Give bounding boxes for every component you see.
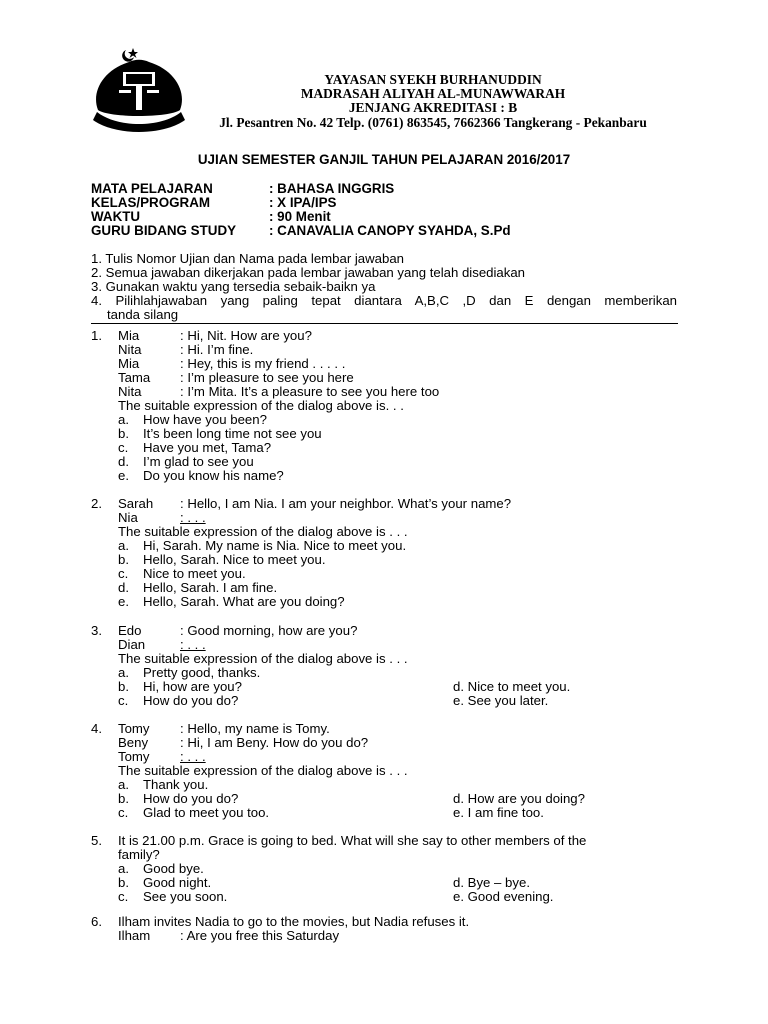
question-prompt: The suitable expression of the dialog above is . . .	[118, 763, 408, 778]
school-name: MADRASAH ALIYAH AL-MUNAWWARAH	[300, 86, 566, 101]
info-label: WAKTU	[91, 209, 141, 224]
school-logo	[89, 46, 189, 134]
utterance: : I’m pleasure to see you here	[180, 370, 354, 385]
speaker: Mia	[118, 356, 140, 371]
option-text: Hello, Sarah. I am fine.	[143, 580, 278, 595]
answer-blank: : . . .	[180, 749, 206, 764]
option-letter: c.	[118, 693, 129, 708]
answer-blank: : . . .	[180, 510, 206, 525]
speaker: Mia	[118, 328, 140, 343]
speaker: Sarah	[118, 496, 154, 511]
option-text: e. I am fine too.	[453, 805, 544, 820]
utterance: : Are you free this Saturday	[180, 928, 340, 943]
option-text: Thank you.	[143, 777, 209, 792]
speaker: Tomy	[118, 749, 150, 764]
question-1	[91, 329, 681, 483]
info-time	[91, 209, 331, 224]
option-letter: c.	[118, 889, 129, 904]
option-text: Good bye.	[143, 861, 204, 876]
option-letter: b.	[118, 426, 129, 441]
school-address: Jl. Pesantren No. 42 Telp. (0761) 863545, 7662366 Tangkerang - Pekanbaru	[219, 115, 647, 130]
option-letter: c.	[118, 566, 129, 581]
utterance: : I’m Mita. It’s a pleasure to see you here too	[180, 384, 440, 399]
speaker: Tomy	[118, 721, 150, 736]
info-class	[91, 195, 337, 210]
speaker: Beny	[118, 735, 149, 750]
option-letter: a.	[118, 538, 129, 553]
question-text: It is 21.00 p.m. Grace is going to bed. What will she say to other members of the	[118, 833, 587, 848]
option-text: Hi, Sarah. My name is Nia. Nice to meet you.	[143, 538, 407, 553]
question-3	[91, 624, 681, 708]
option-letter: c.	[118, 440, 129, 455]
utterance: : Hi, Nit. How are you?	[180, 328, 312, 343]
question-number: 2.	[91, 496, 102, 511]
utterance: : Hello, my name is Tomy.	[180, 721, 330, 736]
option-text: See you soon.	[143, 889, 228, 904]
info-label: KELAS/PROGRAM	[91, 195, 211, 210]
option-letter: b.	[118, 552, 129, 567]
accreditation: JENJANG AKREDITASI : B	[348, 100, 518, 115]
instruction-3: 3. Gunakan waktu yang tersedia sebaik-baikn ya	[91, 279, 376, 294]
speaker: Nita	[118, 384, 142, 399]
speaker: Ilham	[118, 928, 151, 943]
option-letter: e.	[118, 594, 129, 609]
instruction-4: 4. Pilihlahjawaban yang paling tepat diantara A,B,C ,D dan E dengan memberikan	[91, 293, 677, 308]
speaker: Nita	[118, 342, 142, 357]
question-4	[91, 722, 681, 820]
option-text: Pretty good, thanks.	[143, 665, 261, 680]
instruction-4-cont: tanda silang	[107, 307, 179, 322]
option-text: How have you been?	[143, 412, 267, 427]
utterance: : Hey, this is my friend . . . . .	[180, 356, 346, 371]
divider-line	[91, 323, 678, 324]
question-6	[91, 915, 681, 943]
utterance: : Hello, I am Nia. I am your neighbor. What’s your name?	[180, 496, 512, 511]
question-prompt: The suitable expression of the dialog above is. . .	[118, 398, 404, 413]
option-letter: e.	[118, 468, 129, 483]
speaker: Tama	[118, 370, 151, 385]
instruction-2: 2. Semua jawaban dikerjakan pada lembar jawaban yang telah disediakan	[91, 265, 526, 280]
option-letter: b.	[118, 679, 129, 694]
option-text: Have you met, Tama?	[143, 440, 272, 455]
option-text: I’m glad to see you	[143, 454, 254, 469]
institution-name: YAYASAN SYEKH BURHANUDDIN	[324, 72, 542, 87]
question-number: 3.	[91, 623, 102, 638]
exam-title: UJIAN SEMESTER GANJIL TAHUN PELAJARAN 2016/2017	[197, 152, 571, 167]
option-text: e. Good evening.	[453, 889, 554, 904]
option-letter: c.	[118, 805, 129, 820]
option-text: How do you do?	[143, 791, 239, 806]
question-prompt: The suitable expression of the dialog above is . . .	[118, 524, 408, 539]
question-number: 1.	[91, 328, 102, 343]
option-text: It’s been long time not see you	[143, 426, 322, 441]
info-label: MATA PELAJARAN	[91, 181, 213, 196]
info-value: : CANAVALIA CANOPY SYAHDA, S.Pd	[269, 223, 511, 238]
question-number: 6.	[91, 914, 102, 929]
option-letter: a.	[118, 861, 129, 876]
info-subject	[91, 181, 395, 196]
option-letter: a.	[118, 777, 129, 792]
info-value: : X IPA/IPS	[269, 195, 337, 210]
option-text: d. Nice to meet you.	[453, 679, 571, 694]
utterance: : Hi. I’m fine.	[180, 342, 254, 357]
question-number: 4.	[91, 721, 102, 736]
info-label: GURU BIDANG STUDY	[91, 223, 237, 238]
option-text: Do you know his name?	[143, 468, 284, 483]
option-letter: d.	[118, 454, 129, 469]
option-text: Nice to meet you.	[143, 566, 246, 581]
question-2	[91, 497, 681, 609]
option-letter: a.	[118, 412, 129, 427]
info-value: : BAHASA INGGRIS	[269, 181, 395, 196]
option-text: Glad to meet you too.	[143, 805, 270, 820]
info-value: : 90 Menit	[269, 209, 331, 224]
answer-blank: : . . .	[180, 637, 206, 652]
option-text: d. How are you doing?	[453, 791, 585, 806]
option-letter: b.	[118, 875, 129, 890]
instruction-1: 1. Tulis Nomor Ujian dan Nama pada lembar jawaban	[91, 251, 404, 266]
info-teacher	[91, 223, 511, 238]
option-text: e. See you later.	[453, 693, 549, 708]
option-letter: b.	[118, 791, 129, 806]
question-text: Ilham invites Nadia to go to the movies, but Nadia refuses it.	[118, 914, 470, 929]
speaker: Nia	[118, 510, 138, 525]
logo-label: YASBU	[125, 118, 149, 125]
question-5	[91, 834, 681, 904]
option-text: Good night.	[143, 875, 212, 890]
option-letter: a.	[118, 665, 129, 680]
speaker: Edo	[118, 623, 142, 638]
option-text: d. Bye – bye.	[453, 875, 530, 890]
option-text: Hello, Sarah. What are you doing?	[143, 594, 345, 609]
question-number: 5.	[91, 833, 102, 848]
question-prompt: The suitable expression of the dialog above is . . .	[118, 651, 408, 666]
utterance: : Hi, I am Beny. How do you do?	[180, 735, 369, 750]
option-text: Hi, how are you?	[143, 679, 242, 694]
option-text: How do you do?	[143, 693, 239, 708]
question-text-cont: family?	[118, 847, 160, 862]
utterance: : Good morning, how are you?	[180, 623, 358, 638]
option-text: Hello, Sarah. Nice to meet you.	[143, 552, 326, 567]
option-letter: d.	[118, 580, 129, 595]
speaker: Dian	[118, 637, 146, 652]
